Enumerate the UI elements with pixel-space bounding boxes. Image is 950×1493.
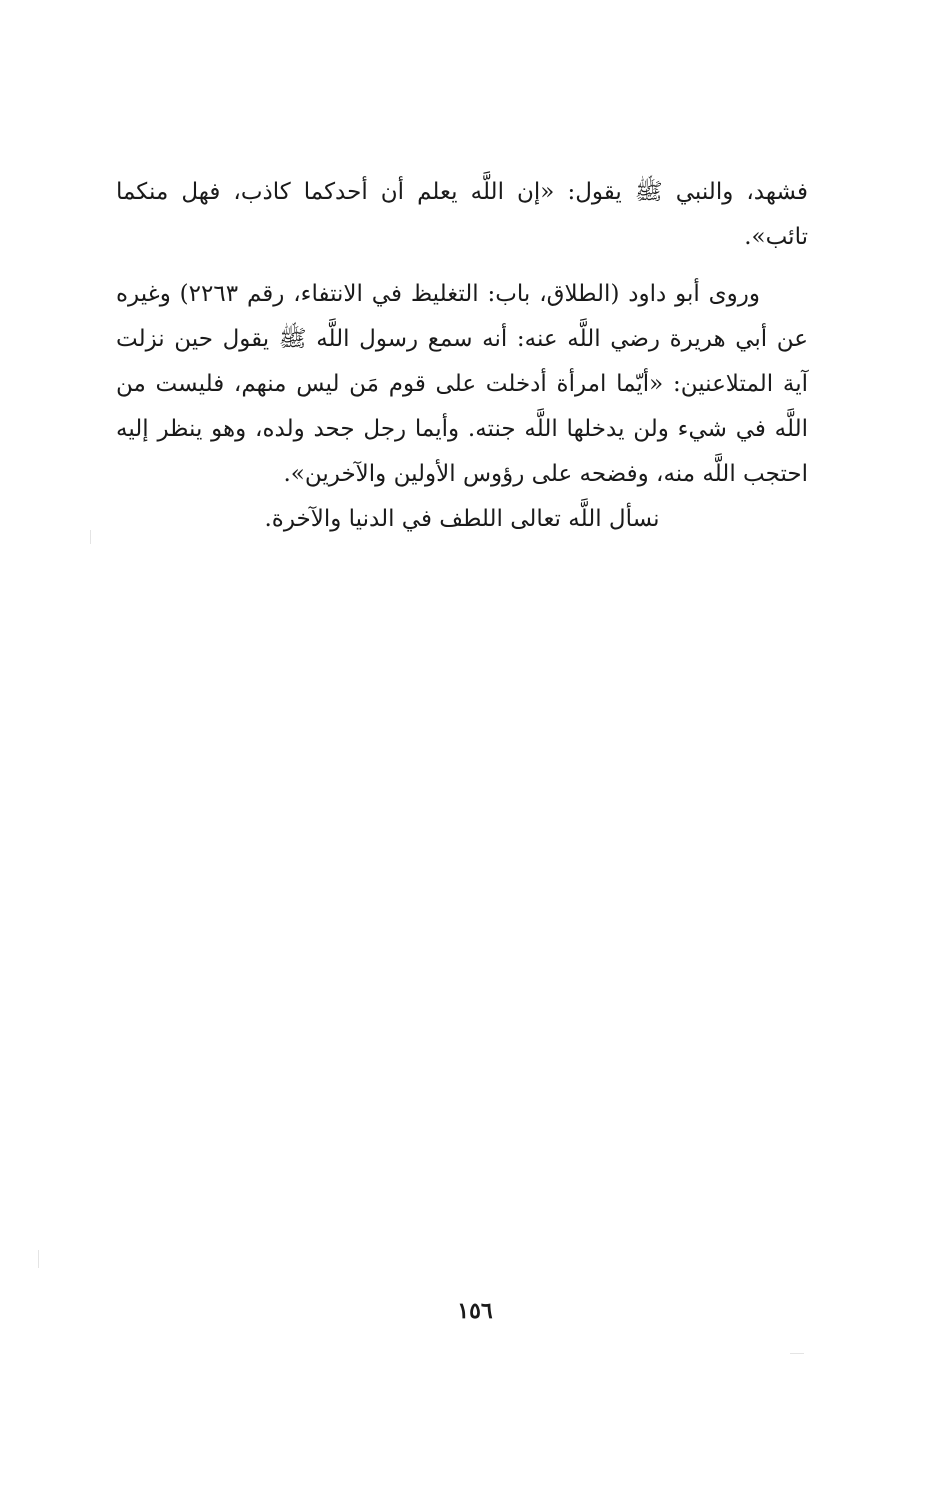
- paragraph-text: وروى أبو داود (الطلاق، باب: التغليظ في الانتفاء، رقم ٢٢٦٣) وغيره عن أبي هريرة رضي اللَّه عنه: أنه سمع رسول اللَّه ﷺ يقول حين نزلت آية المتلاعنين: «أيّما امرأة أدخلت على قوم مَن ليس منهم، فليست من اللَّه في شيء ولن يدخلها اللَّه جنته. وأيما رجل جحد ولده، وهو ينظر إليه احتجب اللَّه منه، وفضحه على رؤوس الأولين والآخرين».: [116, 281, 808, 487]
- scan-artifact: [90, 530, 91, 544]
- scan-artifact: [790, 1353, 804, 1354]
- paragraph-abu-dawud-narration: [116, 272, 808, 497]
- paragraph-hadith-conclusion: [116, 170, 808, 260]
- page-number: ١٥٦: [457, 1298, 493, 1324]
- paragraph-text: نسأل اللَّه تعالى اللطف في الدنيا والآخرة.: [264, 506, 660, 532]
- scan-artifact: [38, 1250, 39, 1268]
- paragraph-closing-supplication: [116, 497, 808, 542]
- paragraph-text: فشهد، والنبي ﷺ يقول: «إن اللَّه يعلم أن أحدكما كاذب، فهل منكما تائب».: [116, 179, 808, 250]
